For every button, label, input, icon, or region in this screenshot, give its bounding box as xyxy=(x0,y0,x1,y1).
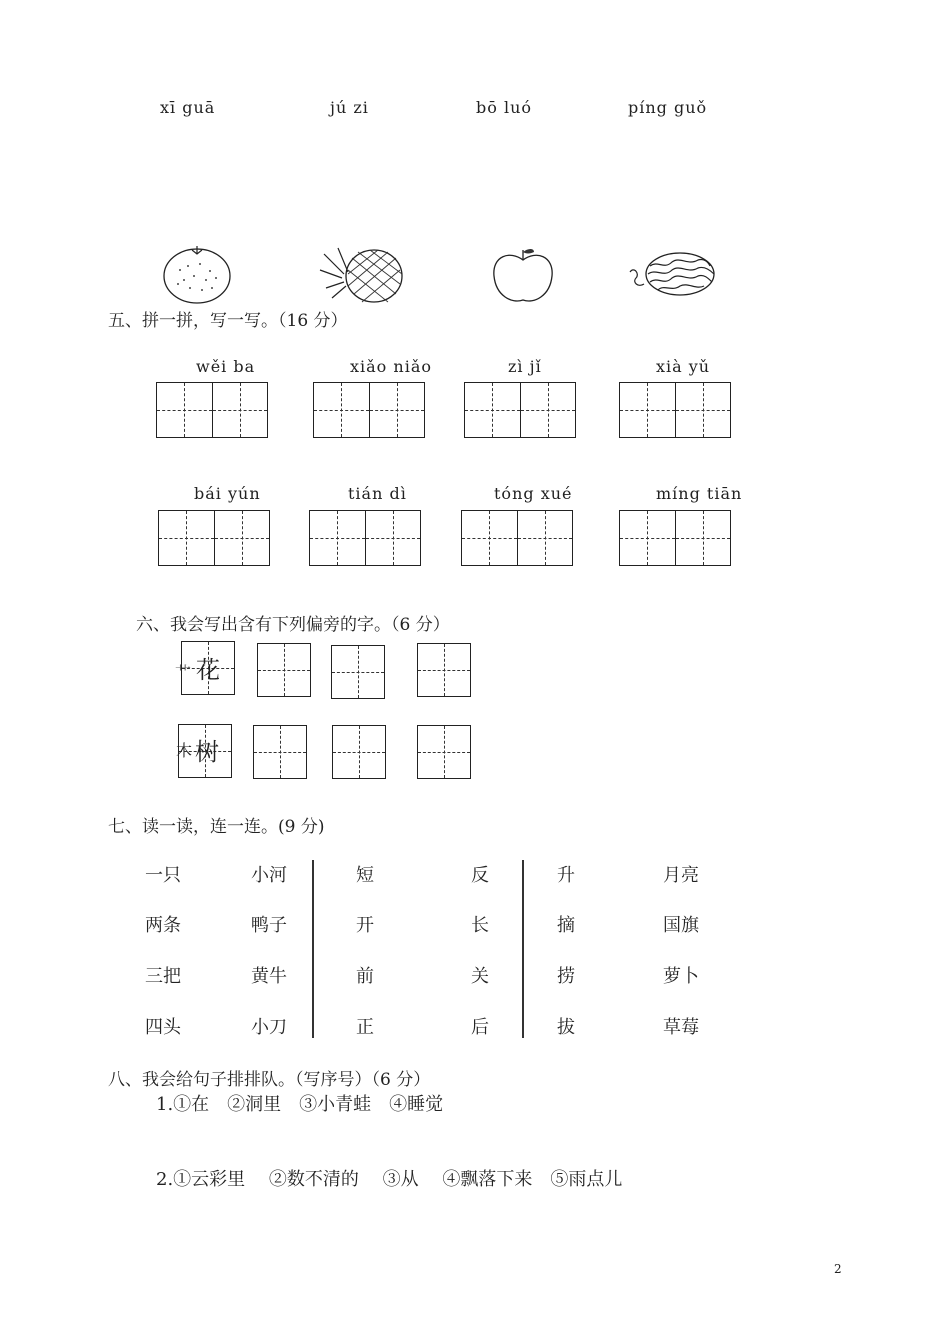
writing-grid-mingtian[interactable] xyxy=(619,510,731,566)
writing-box-mu-3[interactable] xyxy=(417,725,471,779)
writing-grid-weiba[interactable] xyxy=(156,382,268,438)
writing-box-cao-2[interactable] xyxy=(331,645,385,699)
match-c5-1: 升 xyxy=(557,865,575,886)
writing-grid-tiandi[interactable] xyxy=(309,510,421,566)
fruit-pinyin-2: jú zi xyxy=(330,98,369,117)
pinyin-tongxue: tóng xué xyxy=(494,484,573,503)
apple-icon xyxy=(490,246,556,306)
page-number: 2 xyxy=(834,1262,842,1276)
pinyin-xiayu: xià yǔ xyxy=(656,357,711,376)
writing-box-cao-1[interactable] xyxy=(257,643,311,697)
match-c1-2: 两条 xyxy=(145,915,181,936)
match-c2-1: 小河 xyxy=(251,865,287,886)
pinyin-xiaoniao: xiǎo niǎo xyxy=(350,357,432,376)
writing-box-mu-1[interactable] xyxy=(253,725,307,779)
watermelon-icon xyxy=(626,248,718,298)
section8-title: 八、我会给句子排排队。（写序号）（6 分） xyxy=(108,1070,431,1090)
writing-box-cao-3[interactable] xyxy=(417,643,471,697)
section7-title: 七、读一读，连一连。(9 分) xyxy=(108,817,325,837)
match-c2-4: 小刀 xyxy=(251,1017,287,1038)
match-c3-2: 开 xyxy=(356,915,374,936)
match-c4-4: 后 xyxy=(471,1017,489,1038)
pinyin-tiandi: tián dì xyxy=(348,484,407,503)
match-c6-4: 草莓 xyxy=(663,1017,699,1038)
writing-grid-xiayu[interactable] xyxy=(619,382,731,438)
match-c2-2: 鸭子 xyxy=(251,915,287,936)
writing-box-mu-2[interactable] xyxy=(332,725,386,779)
match-c3-1: 短 xyxy=(356,865,374,886)
sentence-order-q1: 1.①在 ②洞里 ③小青蛙 ④睡觉 xyxy=(156,1094,444,1115)
match-c3-3: 前 xyxy=(356,966,374,987)
match-c3-4: 正 xyxy=(356,1017,374,1038)
fruit-pinyin-3: bō luó xyxy=(476,98,533,117)
pinyin-ziji: zì jǐ xyxy=(508,357,542,376)
pineapple-icon xyxy=(318,244,406,306)
writing-grid-ziji[interactable] xyxy=(464,382,576,438)
match-c5-4: 拔 xyxy=(557,1017,575,1038)
writing-grid-xiaoniao[interactable] xyxy=(313,382,425,438)
pinyin-weiba: wěi ba xyxy=(196,357,256,376)
example-char-shu: 树 xyxy=(195,738,219,766)
match-c4-2: 长 xyxy=(471,915,489,936)
section6-title: 六、我会写出含有下列偏旁的字。（6 分） xyxy=(136,615,450,635)
match-c4-1: 反 xyxy=(471,865,489,886)
divider-line-2 xyxy=(522,860,524,1038)
match-c1-3: 三把 xyxy=(145,966,181,987)
fruit-pinyin-4: píng guǒ xyxy=(628,98,708,117)
match-c6-3: 萝卜 xyxy=(663,966,699,987)
match-c1-4: 四头 xyxy=(145,1017,181,1038)
divider-line-1 xyxy=(312,860,314,1038)
match-c1-1: 一只 xyxy=(145,865,181,886)
pinyin-mingtian: míng tiān xyxy=(656,484,743,503)
radical-mu: 木 xyxy=(176,741,193,760)
section5-title: 五、拼一拼，写一写。（16 分） xyxy=(108,311,348,331)
match-c6-2: 国旗 xyxy=(663,915,699,936)
match-c2-3: 黄牛 xyxy=(251,966,287,987)
sentence-order-q2: 2.①云彩里 ②数不清的 ③从 ④飘落下来 ⑤雨点儿 xyxy=(156,1169,623,1190)
example-char-hua: 花 xyxy=(196,656,220,684)
match-c6-1: 月亮 xyxy=(663,865,699,886)
orange-icon xyxy=(160,244,236,304)
fruit-pinyin-1: xī guā xyxy=(160,98,216,117)
pinyin-baiyun: bái yún xyxy=(194,484,261,503)
writing-grid-tongxue[interactable] xyxy=(461,510,573,566)
radical-cao: 艹 xyxy=(175,663,192,682)
match-c4-3: 关 xyxy=(471,966,489,987)
match-c5-3: 捞 xyxy=(557,966,575,987)
match-c5-2: 摘 xyxy=(557,915,575,936)
writing-grid-baiyun[interactable] xyxy=(158,510,270,566)
